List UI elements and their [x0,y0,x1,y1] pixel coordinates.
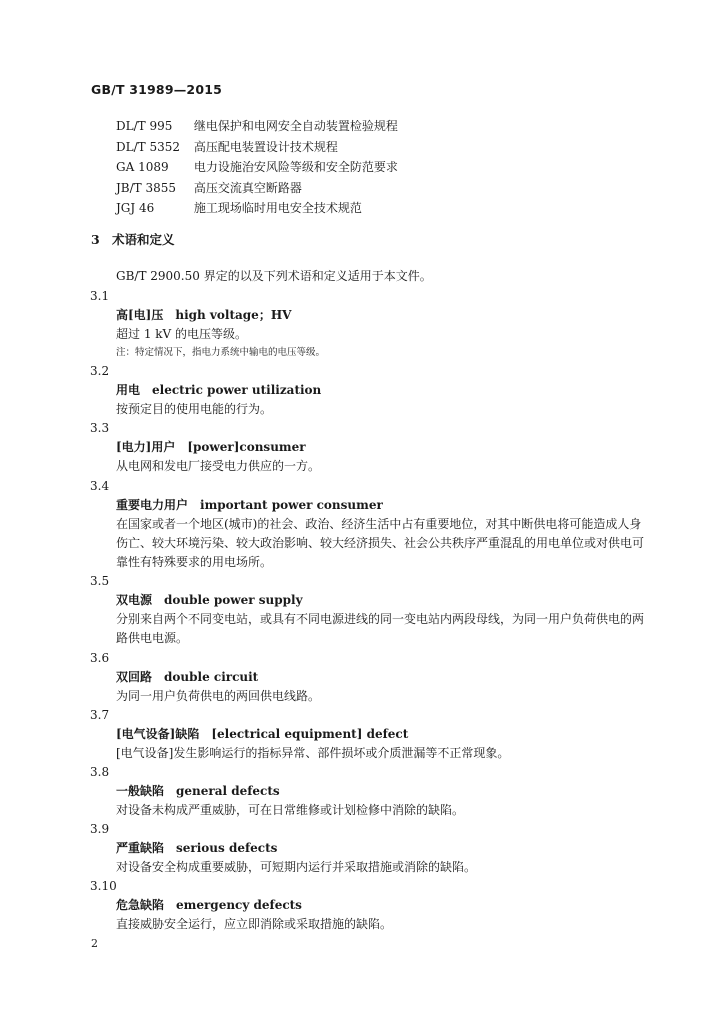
term-heading [0,591,726,610]
term-english: [power]consumer [187,440,306,455]
term-entry [0,362,726,419]
reference-title: 电力设施治安风险等级和安全防范要求 [193,160,398,175]
reference-title: 继电保护和电网安全自动装置检验规程 [193,119,398,133]
term-list [0,287,726,935]
term-definition: 超过 1 kV 的电压等级。 [116,327,248,341]
reference-item [116,137,398,158]
term-number: 3.6 [90,650,110,665]
term-number: 3.2 [90,364,110,379]
reference-code: DL/T 5352 [116,139,180,154]
term-note: 注：特定情况下，指电力系统中输电的电压等级。 [116,347,326,359]
reference-title: 高压配电装置设计技术规程 [193,139,338,154]
term-heading [0,306,726,325]
term-definition: 分别来自两个不同变电站，或具有不同电源进线的同一变电站内两段母线，为同一用户负荷供电的两路供电电源。 [116,612,645,646]
term-heading [0,668,726,687]
term-chinese: 严重缺陷 [116,841,165,856]
term-heading [0,725,726,744]
term-number: 3.3 [90,421,110,436]
page-number: 2 [91,937,98,950]
term-entry [0,877,726,934]
term-english: serious defects [176,841,278,856]
term-heading [0,896,726,915]
reference-code: JGJ 46 [116,201,155,216]
term-entry [0,419,726,476]
term-chinese: [电气设备]缺陷 [116,726,200,741]
term-english: high voltage；HV [175,308,292,322]
term-english: double power supply [164,593,303,608]
reference-code: GA 1089 [116,160,169,175]
term-chinese: 高[电]压 [116,308,164,322]
term-number: 3.8 [90,765,110,780]
term-heading [0,438,726,457]
reference-code: JB/T 3855 [116,180,177,195]
term-entry [0,649,726,706]
term-number: 3.5 [90,574,110,589]
term-definition: 对设备安全构成重要威胁，可短期内运行并采取措施或消除的缺陷。 [116,860,477,875]
term-definition: 按预定目的使用电能的行为。 [116,402,273,417]
term-heading [0,381,726,400]
term-chinese: 一般缺陷 [116,784,165,799]
standard-id: GB/T 31989—2015 [91,82,223,97]
term-number: 3.1 [90,289,110,303]
term-heading [0,782,726,801]
term-definition: 从电网和发电厂接受电力供应的一方。 [116,459,321,474]
term-definition: 为同一用户负荷供电的两回供电线路。 [116,688,321,703]
section-intro: GB/T 2900.50 界定的以及下列术语和定义适用于本文件。 [116,269,432,283]
reference-title: 施工现场临时用电安全技术规范 [193,201,362,216]
term-entry [0,763,726,820]
reference-item [116,198,398,219]
term-definition: 在国家或者一个地区(城市)的社会、政治、经济生活中占有重要地位，对其中断供电将可能造成人身伤亡、较大环境污染、较大政治影响、较大经济损失、社会公共秩序严重混乱的用电单位或对供电可靠性有特殊要求的用电场所。 [116,516,645,570]
term-definition: [电气设备]发生影响运行的指标异常、部件损坏或介质泄漏等不正常现象。 [116,745,510,760]
term-chinese: 双回路 [116,669,153,684]
term-entry [0,820,726,877]
term-number: 3.9 [90,822,110,837]
term-english: important power consumer [200,497,383,512]
term-chinese: 危急缺陷 [116,898,165,913]
reference-item [116,116,398,137]
term-chinese: 重要电力用户 [116,497,189,512]
term-english: emergency defects [176,898,302,913]
term-definition: 对设备未构成严重威胁，可在日常维修或计划检修中消除的缺陷。 [116,803,465,818]
term-heading [0,496,726,515]
term-english: electric power utilization [152,383,322,398]
term-chinese: [电力]用户 [116,440,176,455]
term-entry [0,706,726,763]
term-english: double circuit [164,669,259,684]
term-number: 3.7 [90,707,110,722]
term-chinese: 双电源 [116,593,153,608]
term-heading [0,839,726,858]
section-title: 术语和定义 [112,232,175,247]
term-number: 3.4 [90,478,110,493]
reference-item [116,178,398,199]
reference-title: 高压交流真空断路器 [193,180,302,195]
term-entry [0,572,726,648]
term-chinese: 用电 [116,383,141,398]
section-heading [91,230,175,248]
term-entry [0,287,726,362]
section-number: 3 [91,232,100,247]
term-english: general defects [176,784,280,799]
term-english: [electrical equipment] defect [211,726,409,741]
term-definition: 直接威胁安全运行，应立即消除或采取措施的缺陷。 [116,917,393,932]
reference-list [116,116,398,219]
reference-item [116,157,398,178]
term-number: 3.10 [90,879,117,894]
term-entry [0,477,726,573]
reference-code: DL/T 995 [116,119,173,133]
